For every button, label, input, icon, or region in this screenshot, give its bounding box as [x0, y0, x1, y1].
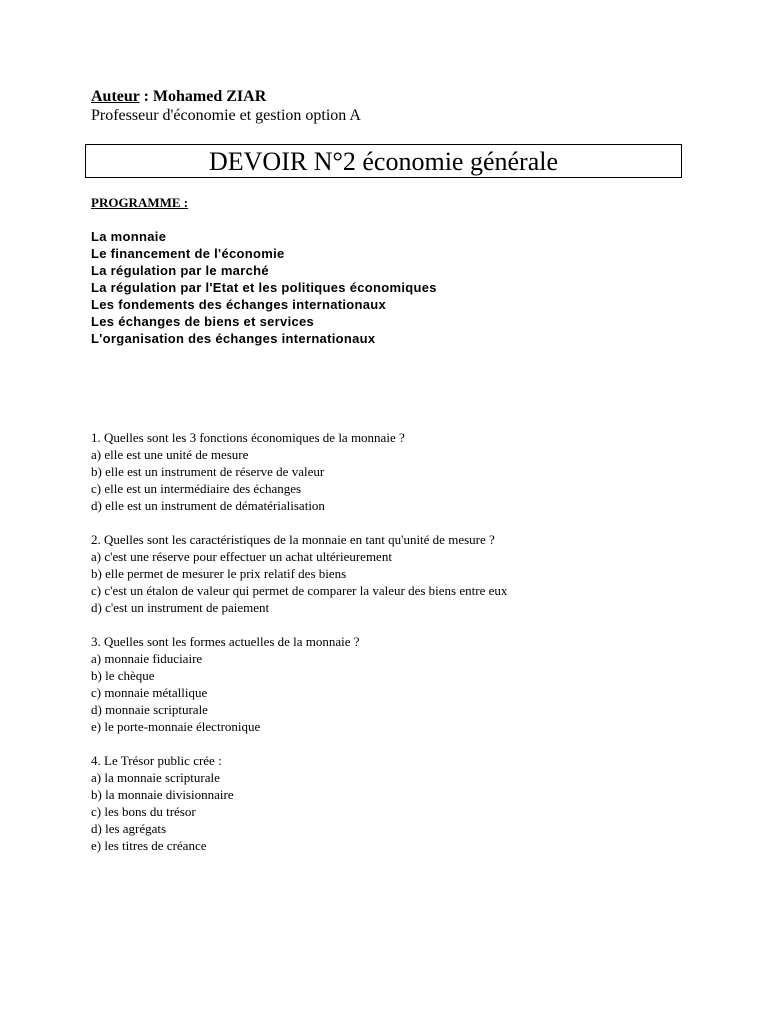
question-3: [91, 633, 507, 735]
author-line: [91, 87, 361, 106]
answer-option: a) elle est une unité de mesure: [91, 447, 249, 462]
programme-heading: PROGRAMME :: [91, 195, 189, 210]
programme-item: La régulation par l'Etat et les politiques économiques: [91, 280, 437, 295]
answer-option: e) les titres de créance: [91, 838, 207, 853]
answer-option: b) le chèque: [91, 668, 155, 683]
question-text: 2. Quelles sont les caractéristiques de la monnaie en tant qu'unité de mesure ?: [91, 532, 495, 547]
answer-option: c) c'est un étalon de valeur qui permet de comparer la valeur des biens entre eux: [91, 583, 508, 598]
programme-list: [91, 228, 437, 347]
question-text: 1. Quelles sont les 3 fonctions économiques de la monnaie ?: [91, 430, 405, 445]
question-1: [91, 429, 507, 514]
programme-item: La monnaie: [91, 229, 167, 244]
answer-option: d) c'est un instrument de paiement: [91, 600, 270, 615]
answer-option: d) les agrégats: [91, 821, 167, 836]
programme-item: La régulation par le marché: [91, 263, 269, 278]
answer-option: e) le porte-monnaie électronique: [91, 719, 261, 734]
author-block: [91, 87, 361, 125]
answer-option: d) elle est un instrument de dématérialisation: [91, 498, 325, 513]
author-role: Professeur d'économie et gestion option A: [91, 107, 361, 124]
answer-option: a) c'est une réserve pour effectuer un achat ultérieurement: [91, 549, 392, 564]
programme-item: Les fondements des échanges internationaux: [91, 297, 387, 312]
programme-item: Le financement de l'économie: [91, 246, 285, 261]
author-name: Mohamed ZIAR: [152, 88, 267, 105]
question-text: 4. Le Trésor public crée :: [91, 753, 222, 768]
document-title: DEVOIR N°2 économie générale: [85, 144, 682, 178]
author-separator: :: [139, 88, 153, 105]
answer-option: b) elle est un instrument de réserve de valeur: [91, 464, 325, 479]
questions-section: [91, 429, 507, 871]
answer-option: a) monnaie fiduciaire: [91, 651, 203, 666]
answer-option: b) elle permet de mesurer le prix relatif des biens: [91, 566, 347, 581]
author-label: Auteur: [91, 88, 140, 105]
answer-option: c) les bons du trésor: [91, 804, 196, 819]
answer-option: a) la monnaie scripturale: [91, 770, 220, 785]
programme-item: L'organisation des échanges internationaux: [91, 331, 376, 346]
answer-option: d) monnaie scripturale: [91, 702, 208, 717]
programme-item: Les échanges de biens et services: [91, 314, 315, 329]
question-text: 3. Quelles sont les formes actuelles de la monnaie ?: [91, 634, 360, 649]
question-2: [91, 531, 507, 616]
answer-option: c) monnaie métallique: [91, 685, 208, 700]
question-4: [91, 752, 507, 854]
answer-option: b) la monnaie divisionnaire: [91, 787, 234, 802]
answer-option: c) elle est un intermédiaire des échanges: [91, 481, 302, 496]
